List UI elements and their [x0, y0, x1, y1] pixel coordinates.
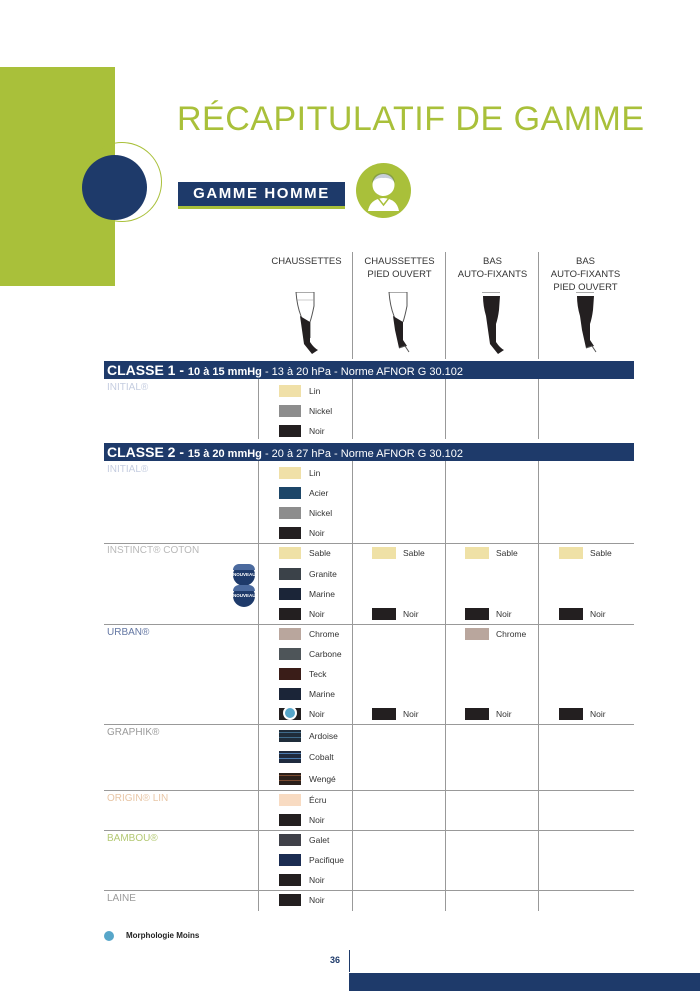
swatch-label: Noir — [496, 609, 512, 619]
swatch-sable — [465, 547, 489, 559]
swatch-noir — [372, 708, 396, 720]
swatch-label: Sable — [496, 548, 518, 558]
row-divider — [104, 543, 634, 544]
sock-leg-icon — [292, 292, 322, 359]
swatch-lin — [279, 385, 301, 397]
swatch-pacifique — [279, 854, 301, 866]
swatch-label: Noir — [309, 709, 325, 719]
swatch-acier — [279, 487, 301, 499]
open-toe-sock-leg-icon — [385, 292, 415, 359]
swatch-label: Chrome — [309, 629, 340, 639]
swatch-label: Sable — [403, 548, 425, 558]
row-divider — [104, 624, 634, 625]
swatch-chrome — [465, 628, 489, 640]
decorative-dot — [82, 155, 147, 220]
swatch-label: Acier — [309, 488, 329, 498]
swatch-sable — [372, 547, 396, 559]
swatch-label: Noir — [309, 528, 325, 538]
column-separator — [538, 252, 539, 359]
swatch-label: Galet — [309, 835, 330, 845]
swatch-noir — [279, 425, 301, 437]
swatch-label: Nickel — [309, 508, 333, 518]
swatch-label: Noir — [403, 609, 419, 619]
page-number: 36 — [330, 955, 341, 965]
swatch-noir — [279, 894, 301, 906]
swatch-nickel — [279, 405, 301, 417]
column-separator — [445, 252, 446, 359]
grid-line — [352, 379, 353, 439]
swatch-noir — [559, 708, 583, 720]
grid-line — [538, 379, 539, 439]
product-laine: LAINE — [107, 893, 136, 904]
swatch-label: Noir — [309, 426, 325, 436]
legend-text: Morphologie Moins — [126, 931, 200, 940]
swatch-label: Noir — [309, 895, 325, 905]
swatch-lin — [279, 467, 301, 479]
swatch-label: Ardoise — [309, 731, 338, 741]
swatch-sable — [559, 547, 583, 559]
open-toe-stocking-leg-icon — [572, 292, 602, 359]
page-title: RÉCAPITULATIF DE GAMME — [177, 100, 645, 138]
swatch-ecru — [279, 794, 301, 806]
section-underline — [178, 206, 345, 209]
product-graphik: GRAPHIK® — [107, 727, 160, 738]
swatch-nickel — [279, 507, 301, 519]
section-label: GAMME HOMME — [178, 182, 345, 206]
swatch-marine — [279, 688, 301, 700]
swatch-label: Noir — [403, 709, 419, 719]
swatch-ardoise — [279, 730, 301, 742]
morphologie-moins-icon — [283, 706, 297, 720]
grid-line — [538, 461, 539, 911]
stocking-leg-icon — [478, 292, 508, 359]
swatch-label: Teck — [309, 669, 327, 679]
swatch-label: Noir — [496, 709, 512, 719]
swatch-label: Écru — [309, 795, 327, 805]
man-avatar-icon — [356, 163, 411, 218]
row-divider — [104, 830, 634, 831]
new-badge: NOUVEAU — [233, 564, 255, 586]
row-divider — [104, 724, 634, 725]
swatch-sable — [279, 547, 301, 559]
row-divider — [104, 890, 634, 891]
swatch-label: Noir — [309, 609, 325, 619]
column-separator — [352, 252, 353, 359]
swatch-label: Granite — [309, 569, 337, 579]
swatch-label: Carbone — [309, 649, 342, 659]
grid-line — [445, 461, 446, 911]
swatch-marine — [279, 588, 301, 600]
column-header-bas-auto-fixants: BAS AUTO-FIXANTS — [457, 256, 528, 280]
swatch-label: Cobalt — [309, 752, 334, 762]
column-header-bas-auto-fixants-pied-ouvert: BAS AUTO-FIXANTS PIED OUVERT — [550, 256, 621, 293]
swatch-label: Nickel — [309, 406, 333, 416]
product-bambou: BAMBOU® — [107, 833, 158, 844]
page-number-divider — [349, 950, 350, 972]
swatch-wenge — [279, 773, 301, 785]
swatch-noir — [465, 708, 489, 720]
swatch-label: Noir — [309, 815, 325, 825]
swatch-label: Marine — [309, 689, 335, 699]
product-initial-class2: INITIAL® — [107, 464, 149, 475]
product-urban: URBAN® — [107, 627, 150, 638]
swatch-label: Noir — [590, 609, 606, 619]
swatch-noir — [372, 608, 396, 620]
swatch-label: Wengé — [309, 774, 336, 784]
swatch-label: Lin — [309, 386, 321, 396]
swatch-chrome — [279, 628, 301, 640]
swatch-label: Noir — [309, 875, 325, 885]
swatch-noir — [279, 608, 301, 620]
swatch-label: Noir — [590, 709, 606, 719]
swatch-teck — [279, 668, 301, 680]
swatch-label: Sable — [309, 548, 331, 558]
grid-line — [352, 461, 353, 911]
swatch-noir — [559, 608, 583, 620]
row-divider — [104, 790, 634, 791]
grid-line — [258, 461, 259, 911]
swatch-noir — [279, 814, 301, 826]
footer-bar — [349, 973, 700, 991]
morphologie-moins-icon — [104, 931, 114, 941]
swatch-cobalt — [279, 751, 301, 763]
swatch-carbone — [279, 648, 301, 660]
swatch-noir — [465, 608, 489, 620]
grid-line — [445, 379, 446, 439]
class-2-header: CLASSE 2 - 15 à 20 mmHg - 20 à 27 hPa - Norme AFNOR G 30.102 — [104, 443, 634, 461]
swatch-noir — [279, 527, 301, 539]
swatch-label: Chrome — [496, 629, 527, 639]
swatch-noir — [279, 874, 301, 886]
swatch-label: Sable — [590, 548, 612, 558]
column-header-chaussettes: CHAUSSETTES — [271, 256, 342, 267]
grid-line — [258, 379, 259, 439]
swatch-label: Marine — [309, 589, 335, 599]
swatch-label: Pacifique — [309, 855, 344, 865]
column-header-chaussettes-pied-ouvert: CHAUSSETTES PIED OUVERT — [364, 256, 435, 280]
product-initial-class1: INITIAL® — [107, 382, 149, 393]
product-origin-lin: ORIGIN® LIN — [107, 793, 169, 804]
product-instinct-coton: INSTINCT® COTON — [107, 545, 200, 556]
new-badge: NOUVEAU — [233, 585, 255, 607]
swatch-label: Lin — [309, 468, 321, 478]
swatch-granite — [279, 568, 301, 580]
class-1-header: CLASSE 1 - 10 à 15 mmHg - 13 à 20 hPa - Norme AFNOR G 30.102 — [104, 361, 634, 379]
swatch-galet — [279, 834, 301, 846]
